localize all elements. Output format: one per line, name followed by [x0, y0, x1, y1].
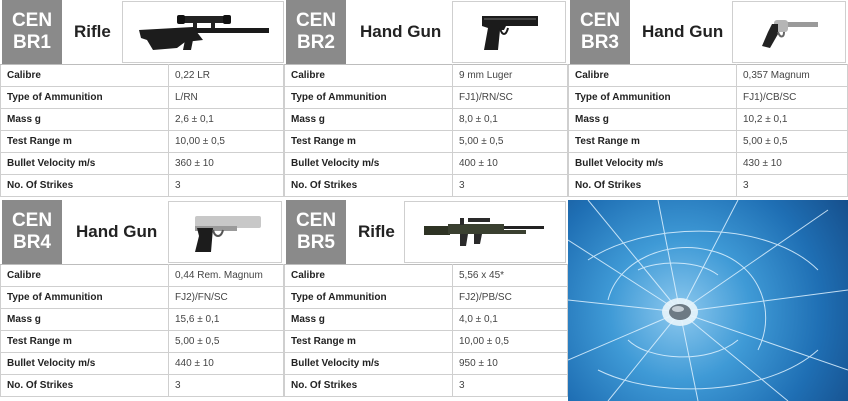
panel-header	[284, 200, 568, 264]
badge-standard: CEN	[11, 10, 53, 31]
table-row	[569, 87, 848, 109]
table-row	[1, 153, 284, 175]
row-value: 8,0 ± 0,1	[453, 109, 568, 131]
row-label: Bullet Velocity m/s	[1, 353, 169, 375]
row-label: Test Range m	[569, 131, 737, 153]
table-row	[285, 331, 568, 353]
row-value: 9 mm Luger	[453, 65, 568, 87]
class-badge	[570, 0, 630, 64]
row-label: Mass g	[285, 309, 453, 331]
row-label: Test Range m	[285, 331, 453, 353]
table-row	[1, 109, 284, 131]
desert-eagle-icon	[185, 208, 265, 256]
row-label: Type of Ammunition	[285, 287, 453, 309]
row-value: 5,56 x 45*	[453, 265, 568, 287]
row-value: 10,00 ± 0,5	[453, 331, 568, 353]
row-value: 0,22 LR	[169, 65, 284, 87]
weapon-type: Hand Gun	[76, 222, 158, 241]
table-row	[1, 287, 284, 309]
row-label: Test Range m	[1, 331, 169, 353]
table-row	[285, 153, 568, 175]
row-label: Bullet Velocity m/s	[569, 153, 737, 175]
badge-class: BR5	[296, 232, 335, 253]
table-row	[285, 353, 568, 375]
row-label: Mass g	[1, 109, 169, 131]
row-value: 5,00 ± 0,5	[169, 331, 284, 353]
row-value: FJ1)/CB/SC	[737, 87, 848, 109]
specs-table	[284, 264, 568, 397]
row-value: FJ1)/RN/SC	[453, 87, 568, 109]
row-value: 10,00 ± 0,5	[169, 131, 284, 153]
row-label: No. Of Strikes	[285, 175, 453, 197]
row-value: 3	[169, 175, 284, 197]
row-value: 3	[169, 375, 284, 397]
table-row	[1, 353, 284, 375]
table-row	[285, 375, 568, 397]
panel-cen-br2	[284, 0, 568, 197]
table-row	[1, 309, 284, 331]
row-value: 0,44 Rem. Magnum	[169, 265, 284, 287]
panel-header	[0, 200, 284, 264]
row-label: Test Range m	[1, 131, 169, 153]
class-badge	[286, 200, 346, 264]
weapon-image-box	[732, 1, 846, 63]
row-label: Mass g	[569, 109, 737, 131]
row-value: 360 ± 10	[169, 153, 284, 175]
row-value: 0,357 Magnum	[737, 65, 848, 87]
row-label: Mass g	[285, 109, 453, 131]
weapon-image-box	[452, 1, 566, 63]
row-label: No. Of Strikes	[1, 175, 169, 197]
weapon-image-box	[168, 201, 282, 263]
row-label: Calibre	[285, 265, 453, 287]
row-label: Calibre	[1, 65, 169, 87]
table-row	[1, 331, 284, 353]
row-label: Type of Ammunition	[285, 87, 453, 109]
row-label: Type of Ammunition	[569, 87, 737, 109]
badge-standard: CEN	[295, 10, 337, 31]
table-row	[1, 265, 284, 287]
class-badge	[2, 0, 62, 64]
table-row	[569, 109, 848, 131]
row-value: 4,0 ± 0,1	[453, 309, 568, 331]
weapon-image-box	[404, 201, 566, 263]
table-row	[285, 131, 568, 153]
row-label: Bullet Velocity m/s	[285, 153, 453, 175]
table-row	[285, 175, 568, 197]
panel-cen-br1	[0, 0, 284, 197]
row-value: 400 ± 10	[453, 153, 568, 175]
table-row	[569, 153, 848, 175]
row-value: 5,00 ± 0,5	[737, 131, 848, 153]
row-label: No. Of Strikes	[285, 375, 453, 397]
row-label: Calibre	[1, 265, 169, 287]
table-row	[285, 87, 568, 109]
weapon-type: Hand Gun	[642, 22, 724, 41]
row-label: Calibre	[569, 65, 737, 87]
table-row	[285, 265, 568, 287]
badge-standard: CEN	[11, 210, 53, 231]
revolver-icon	[756, 10, 822, 54]
class-badge	[286, 0, 346, 64]
weapon-image-box	[122, 1, 284, 63]
row-label: Mass g	[1, 309, 169, 331]
specs-table	[0, 64, 284, 197]
table-row	[285, 287, 568, 309]
bullet-hole-glass-photo	[568, 200, 848, 401]
panel-header	[284, 0, 568, 64]
row-label: Type of Ammunition	[1, 87, 169, 109]
specs-table	[0, 264, 284, 397]
row-value: 2,6 ± 0,1	[169, 109, 284, 131]
row-value: 10,2 ± 0,1	[737, 109, 848, 131]
row-label: No. Of Strikes	[569, 175, 737, 197]
table-row	[285, 65, 568, 87]
specs-table	[284, 64, 568, 197]
row-value: 3	[453, 175, 568, 197]
badge-class: BR2	[296, 32, 335, 53]
row-value: 950 ± 10	[453, 353, 568, 375]
row-label: Bullet Velocity m/s	[1, 153, 169, 175]
row-value: 440 ± 10	[169, 353, 284, 375]
badge-class: BR1	[12, 32, 51, 53]
row-value: 15,6 ± 0,1	[169, 309, 284, 331]
table-row	[1, 375, 284, 397]
weapon-type: Hand Gun	[360, 22, 442, 41]
row-label: Calibre	[285, 65, 453, 87]
assault-rifle-icon	[420, 214, 550, 250]
table-row	[1, 65, 284, 87]
pistol-icon	[476, 10, 542, 54]
panel-cen-br5	[284, 200, 568, 397]
row-value: 3	[453, 375, 568, 397]
row-label: Test Range m	[285, 131, 453, 153]
table-row	[1, 175, 284, 197]
row-label: Bullet Velocity m/s	[285, 353, 453, 375]
class-badge	[2, 200, 62, 264]
table-row	[285, 309, 568, 331]
rifle-scoped-icon	[133, 10, 273, 54]
row-value: 430 ± 10	[737, 153, 848, 175]
badge-standard: CEN	[579, 10, 621, 31]
panel-cen-br4	[0, 200, 284, 397]
table-row	[1, 87, 284, 109]
row-label: No. Of Strikes	[1, 375, 169, 397]
panel-header	[568, 0, 848, 64]
table-row	[569, 175, 848, 197]
weapon-type: Rifle	[358, 222, 395, 241]
table-row	[569, 65, 848, 87]
row-value: 3	[737, 175, 848, 197]
row-value: 5,00 ± 0,5	[453, 131, 568, 153]
specs-table	[568, 64, 848, 197]
badge-class: BR4	[12, 232, 51, 253]
table-row	[569, 131, 848, 153]
panel-cen-br3	[568, 0, 848, 197]
row-value: L/RN	[169, 87, 284, 109]
badge-class: BR3	[580, 32, 619, 53]
weapon-type: Rifle	[74, 22, 111, 41]
table-row	[1, 131, 284, 153]
row-value: FJ2)/PB/SC	[453, 287, 568, 309]
row-value: FJ2)/FN/SC	[169, 287, 284, 309]
panel-header	[0, 0, 284, 64]
row-label: Type of Ammunition	[1, 287, 169, 309]
bullet-hole-glass-icon	[568, 200, 848, 401]
badge-standard: CEN	[295, 210, 337, 231]
table-row	[285, 109, 568, 131]
